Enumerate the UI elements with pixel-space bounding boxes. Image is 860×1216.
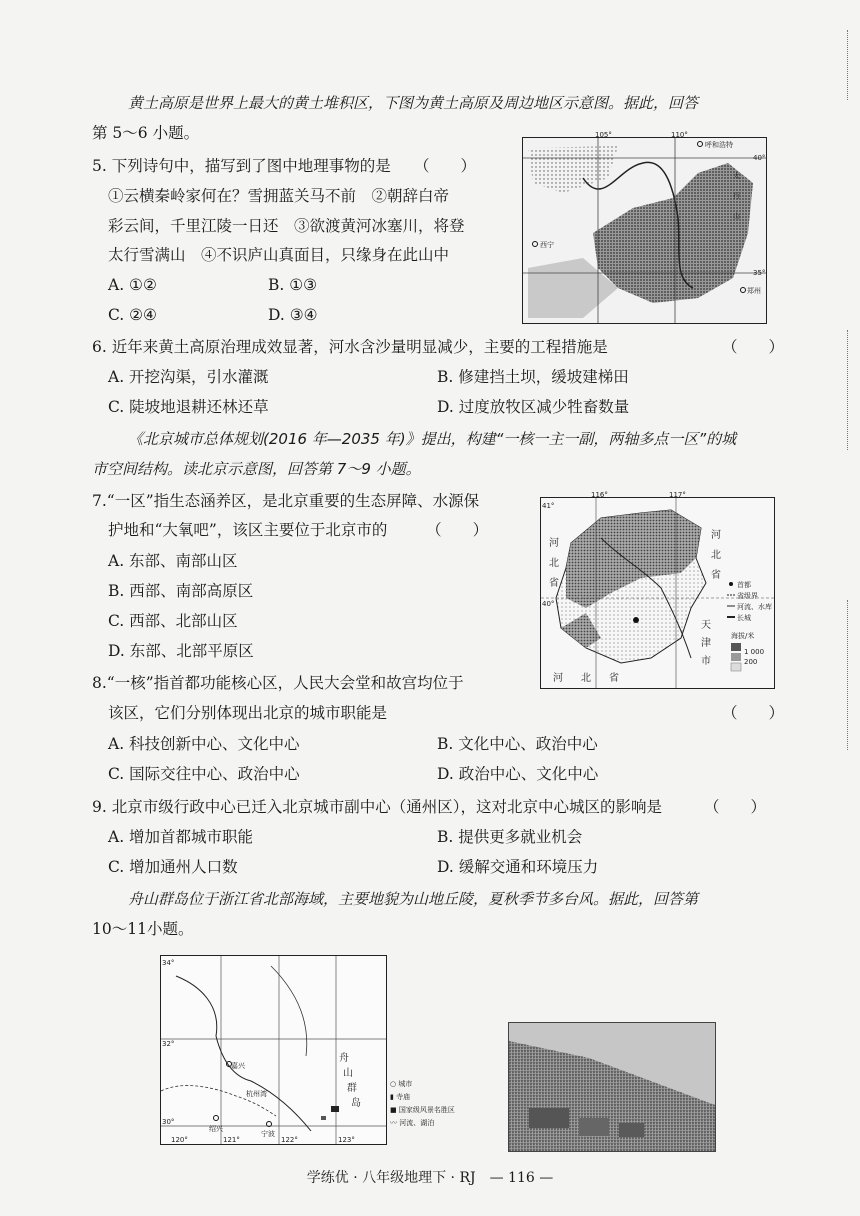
option-d: D. 缓解交通和环境压力: [437, 858, 599, 876]
map-mountain-label: 行: [733, 192, 740, 200]
option-b: B. 修建挡土坝，缓坡建梯田: [437, 368, 629, 386]
beijing-map-svg: [541, 491, 774, 688]
zhoushan-legend: [390, 1078, 500, 1130]
map-region-label: 北: [581, 673, 591, 684]
binding-edge: [847, 600, 850, 750]
option-c: C. ②④: [108, 306, 157, 324]
question-8-stem: 该区，它们分别体现出北京的城市职能是: [108, 704, 388, 722]
option-a: A. 增加首都城市职能: [108, 828, 254, 846]
map-water-label: 杭州湾: [246, 1090, 267, 1098]
binding-edge: [847, 30, 850, 100]
intro-text: 舟山群岛位于浙江省北部海域，主要地貌为山地丘陵，夏秋季节多台风。据此，回答第: [128, 890, 699, 908]
question-5-options: ①云横秦岭家何在？雪拥蓝关马不前 ②朝辞白帝: [108, 187, 450, 205]
map-city-label: 呼和浩特: [705, 141, 733, 149]
map-island-label: 山: [343, 1068, 353, 1079]
map-legend-title: 海拔/米: [731, 632, 755, 640]
map-island-label: 岛: [351, 1098, 361, 1109]
intro-text: 第 5～6 小题。: [92, 124, 200, 142]
temple-icon: ▮: [390, 1093, 397, 1101]
map-region-label: 北: [549, 558, 559, 569]
map-lon-label: 117°: [669, 491, 686, 499]
option-c: C. 西部、北部山区: [108, 612, 238, 630]
beijing-map: [540, 491, 775, 689]
option-a: A. ①②: [108, 276, 157, 294]
map-mountain-label: 山: [733, 212, 740, 220]
zhoushan-map-svg: [161, 956, 386, 1144]
map-region-label: 北: [711, 550, 721, 561]
map-legend-label: 长城: [737, 614, 751, 622]
map-island-label: 群: [347, 1083, 357, 1094]
intro-text: 《北京城市总体规划(2016 年—2035 年)》提出，构建“一核一主一副，两轴多点一区”的城: [128, 430, 737, 448]
map-lon-label: 110°: [671, 131, 688, 139]
map-lon-label: 116°: [591, 491, 608, 499]
option-a: A. 东部、南部山区: [108, 552, 238, 570]
zhoushan-photo-svg: [509, 1023, 715, 1151]
map-region-label: 河: [711, 530, 721, 541]
zhoushan-photo: [508, 1022, 716, 1152]
map-legend-value: 200: [744, 658, 758, 666]
map-region-label: 河: [553, 673, 563, 684]
option-b: B. 文化中心、政治中心: [437, 735, 598, 753]
option-b: B. 提供更多就业机会: [437, 828, 583, 846]
answer-paren: （ ）: [704, 798, 767, 816]
page-footer: 学练优 · 八年级地理下 · RJ — 116 —: [306, 1170, 554, 1186]
question-9-stem: 9. 北京市级行政中心已迁入北京城市副中心（通州区），这对北京中心城区的影响是: [92, 798, 662, 816]
option-d: D. 东部、北部平原区: [108, 642, 254, 660]
map-region-label: 省: [609, 673, 619, 684]
map-city-label: 绍兴: [209, 1125, 223, 1133]
map-island-label: 舟: [339, 1053, 349, 1064]
map-lat-label: 30°: [162, 1118, 175, 1126]
map-lat-label: 34°: [162, 959, 175, 967]
option-c: C. 陡坡地退耕还林还草: [108, 398, 269, 416]
map-city-label: 宁波: [261, 1130, 275, 1138]
map-lon-label: 121°: [223, 1136, 240, 1144]
intro-text: 黄土高原是世界上最大的黄土堆积区，下图为黄土高原及周边地区示意图。据此，回答: [128, 94, 699, 112]
river-icon: 〰: [390, 1119, 400, 1127]
legend-item: ○ 城市: [390, 1080, 413, 1088]
zhoushan-map: [160, 955, 387, 1145]
question-5-stem: 5. 下列诗句中，描写到了图中地理事物的是 （ ）: [92, 157, 476, 175]
map-city-label: 西宁: [540, 241, 554, 249]
map-mountain-label: 太: [733, 172, 740, 180]
map-legend-value: 1 000: [744, 648, 765, 656]
question-5-options: 彩云间，千里江陵一日还 ③欲渡黄河冰塞川，将登: [108, 217, 465, 235]
map-lat-label: 32°: [162, 1040, 175, 1048]
option-d: D. 过度放牧区减少牲畜数量: [437, 398, 630, 416]
binding-edge: [847, 330, 850, 450]
question-7-stem: 护地和“大氧吧”，该区主要位于北京市的 （ ）: [108, 521, 489, 539]
legend-item: ■ 国家级风景名胜区: [390, 1106, 455, 1114]
loess-plateau-map-svg: [523, 131, 766, 323]
map-region-label: 省: [711, 570, 721, 581]
map-region-label: 省: [549, 578, 559, 589]
map-region-label: 市: [701, 656, 711, 667]
option-c: C. 增加通州人口数: [108, 858, 238, 876]
map-lat-label: 40°: [753, 154, 766, 162]
loess-plateau-map: [522, 131, 767, 324]
map-lon-label: 123°: [338, 1136, 355, 1144]
option-b: B. 西部、南部高原区: [108, 582, 254, 600]
question-7-stem: 7.“一区”指生态涵养区，是北京重要的生态屏障、水源保: [92, 492, 480, 510]
intro-text: 市空间结构。读北京示意图，回答第 7～9 小题。: [92, 460, 421, 478]
legend-item: ▮ 寺庙: [390, 1093, 411, 1101]
legend-item: 〰 河流、湖泊: [390, 1119, 435, 1127]
map-lon-label: 105°: [595, 131, 612, 139]
intro-text: 10～11小题。: [92, 920, 194, 938]
map-lon-label: 122°: [281, 1136, 298, 1144]
map-lat-label: 41°: [542, 502, 555, 510]
option-b: B. ①③: [268, 276, 318, 294]
option-a: A. 科技创新中心、文化中心: [108, 735, 300, 753]
option-a: A. 开挖沟渠，引水灌溉: [108, 368, 269, 386]
map-region-label: 天: [701, 620, 711, 631]
map-city-label: 嘉兴: [231, 1062, 245, 1070]
city-dot-icon: ○: [390, 1080, 399, 1088]
map-region-label: 津: [701, 638, 711, 649]
map-lat-label: 35°: [753, 269, 766, 277]
option-d: D. ③④: [268, 306, 318, 324]
option-c: C. 国际交往中心、政治中心: [108, 765, 300, 783]
map-city-label: 郑州: [747, 287, 761, 295]
map-lon-label: 120°: [171, 1136, 188, 1144]
map-legend-label: 首都: [737, 581, 751, 589]
map-legend-label: 省级界: [737, 592, 758, 600]
answer-paren: （ ）: [722, 704, 785, 722]
option-d: D. 政治中心、文化中心: [437, 765, 599, 783]
map-region-label: 河: [549, 538, 559, 549]
map-lat-label: 40°: [542, 600, 555, 608]
question-5-options: 太行雪满山 ④不识庐山真面目，只缘身在此山中: [108, 246, 450, 264]
map-legend-label: 河流、水库: [737, 603, 772, 611]
question-8-stem: 8.“一核”指首都功能核心区，人民大会堂和故宫均位于: [92, 674, 464, 692]
scenic-area-icon: ■: [390, 1106, 399, 1114]
answer-paren: （ ）: [722, 338, 785, 356]
question-6-stem: 6. 近年来黄土高原治理成效显著，河水含沙量明显减少，主要的工程措施是: [92, 338, 608, 356]
